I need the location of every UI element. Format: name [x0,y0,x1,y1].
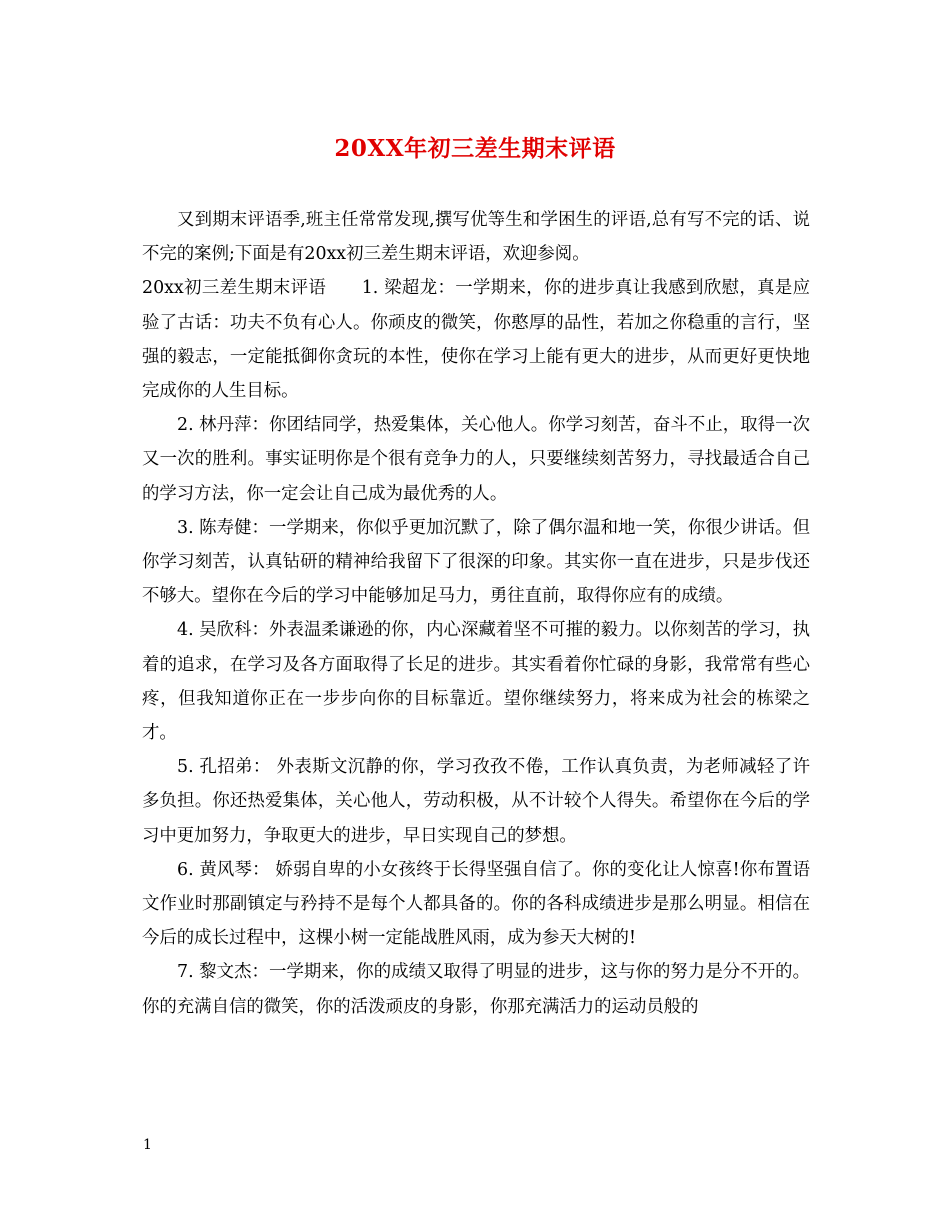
document-title: 20XX年初三差生期末评语 [334,135,616,162]
comment-paragraph-5: 5. 孔招弟： 外表斯文沉静的你，学习孜孜不倦，工作认真负责，为老师减轻了许多负担。你还热爱集体，关心他人，劳动积极，从不计较个人得失。希望你在今后的学习中更加努力，争取更大的进步，早日实现自己的梦想。 [142,757,810,846]
document-body [142,203,810,1024]
comment-paragraph-7: 7. 黎文杰：一学期来，你的成绩又取得了明显的进步，这与你的努力是分不开的。你的充满自信的微笑，你的活泼顽皮的身影，你那充满活力的运动员般的 [142,962,810,1017]
page-number: 1 [143,1137,152,1153]
comment-paragraph-2: 2. 林丹萍：你团结同学，热爱集体，关心他人。你学习刻苦，奋斗不止，取得一次又一次的胜利。事实证明你是个很有竞争力的人，只要继续刻苦努力，寻找最适合自己的学习方法，你一定会让自己成为最优秀的人。 [142,415,810,504]
comment-paragraph-3: 3. 陈寿健：一学期来，你似乎更加沉默了，除了偶尔温和地一笑，你很少讲话。但你学习刻苦，认真钻研的精神给我留下了很深的印象。其实你一直在进步，只是步伐还不够大。望你在今后的学习中能够加足马力，勇往直前，取得你应有的成绩。 [142,517,810,607]
comment-paragraph-4: 4. 吴欣科：外表温柔谦逊的你，内心深藏着坚不可摧的毅力。以你刻苦的学习，执着的追求，在学习及各方面取得了长足的进步。其实看着你忙碌的身影，我常常有些心疼，但我知道你正在一步步向你的目标靠近。望你继续努力，将来成为社会的栋梁之才。 [142,620,810,744]
intro-paragraph: 又到期末评语季,班主任常常发现,撰写优等生和学困生的评语,总有写不完的话、说不完的案例;下面是有20xx初三差生期末评语，欢迎参阅。 [142,210,810,265]
comment-paragraph-6: 6. 黄风琴： 娇弱自卑的小女孩终于长得坚强自信了。你的变化让人惊喜!你布置语文作业时那副镇定与矜持不是每个人都具备的。你的各科成绩进步是那么明显。相信在今后的成长过程中，这棵小树一定能战胜风雨，成为参天大树的! [142,859,810,949]
comment-paragraph-1: 20xx初三差生期末评语 1. 梁超龙：一学期来，你的进步真让我感到欣慰，真是应验了古话：功夫不负有心人。你顽皮的微笑，你憨厚的品性，若加之你稳重的言行，坚强的毅志，一定能抵御你贪玩的本性，使你在学习上能有更大的进步，从而更好更快地完成你的人生目标。 [142,278,810,402]
